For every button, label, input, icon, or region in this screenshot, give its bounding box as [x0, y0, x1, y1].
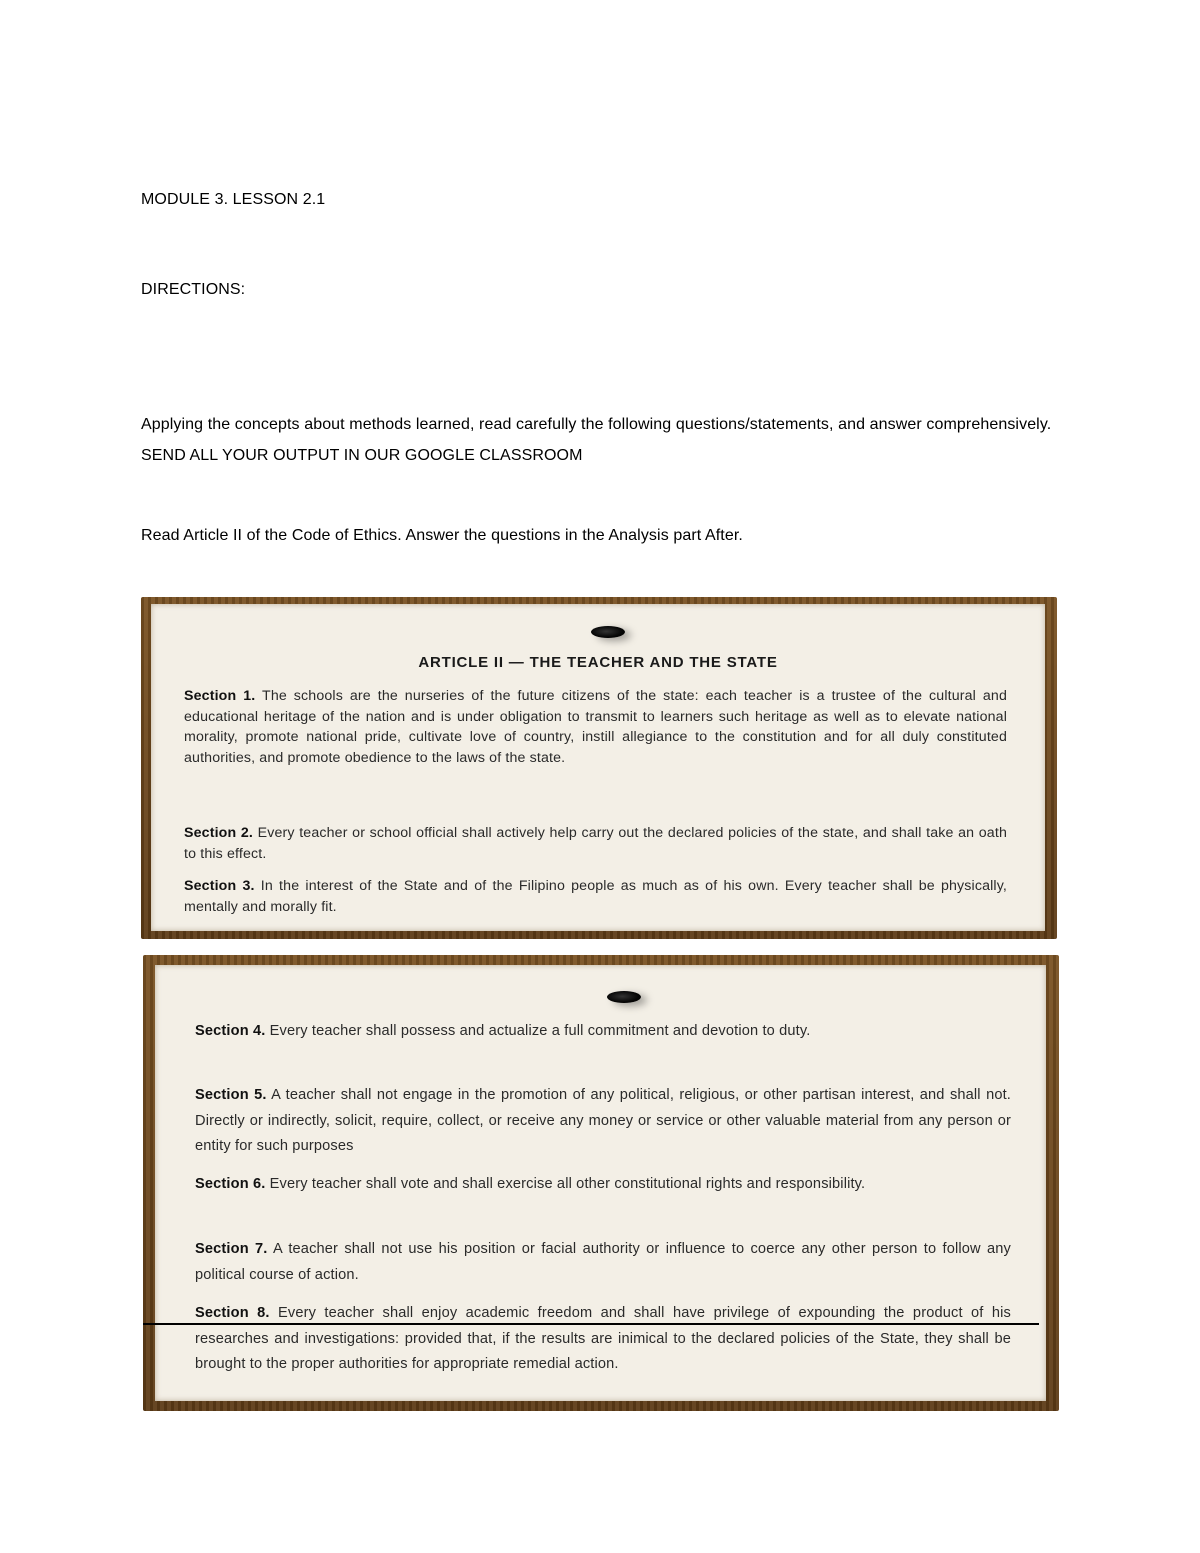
article-card-1	[141, 597, 1057, 939]
section-text: Every teacher shall vote and shall exercise all other constitutional rights and responsibility.	[269, 1176, 866, 1192]
section-5	[195, 1083, 1011, 1160]
read-article-instruction: Read Article II of the Code of Ethics. Answer the questions in the Analysis part After.	[141, 527, 743, 544]
section-7	[195, 1237, 1011, 1288]
pushpin-icon	[607, 991, 641, 1003]
section-text: A teacher shall not use his position or facial authority or influence to coerce any other person to follow any political course of action.	[195, 1241, 1011, 1283]
section-1	[184, 686, 1007, 768]
section-2	[184, 823, 1007, 864]
section-label: Section 5.	[195, 1087, 267, 1103]
section-text: Every teacher or school official shall actively help carry out the declared policies of the state, and shall take an oath to this effect.	[184, 825, 1007, 862]
section-4	[195, 1019, 1011, 1045]
section-label: Section 2.	[184, 825, 254, 841]
section-label: Section 6.	[195, 1176, 266, 1192]
article-heading: ARTICLE II — THE TEACHER AND THE STATE	[418, 654, 778, 671]
section-label: Section 4.	[195, 1023, 266, 1039]
section-8	[195, 1301, 1011, 1378]
module-title: MODULE 3. LESSON 2.1	[141, 191, 326, 208]
section-text: A teacher shall not engage in the promotion of any political, religious, or other partisan interest, and shall not. Directly or indirectly, solicit, require, collect, or receive any money or service or other valuable material from any person or entity for such purposes	[195, 1087, 1012, 1154]
section-6	[195, 1172, 1011, 1198]
section-label: Section 7.	[195, 1241, 268, 1257]
card-paper	[151, 604, 1045, 931]
section-text: In the interest of the State and of the Filipino people as much as of his own. Every teacher shall be physically, mentally and morally fit.	[184, 878, 1007, 915]
instruction-paragraph: Applying the concepts about methods learned, read carefully the following questions/statements, and answer comprehensively. SEND ALL YOUR OUTPUT IN OUR GOOGLE CLASSROOM	[141, 416, 1052, 464]
article-card-2	[143, 955, 1059, 1411]
directions-label: DIRECTIONS:	[141, 281, 246, 298]
horizontal-rule	[143, 1323, 1039, 1325]
section-text: Every teacher shall possess and actualize a full commitment and devotion to duty.	[269, 1023, 811, 1039]
card-paper	[155, 965, 1046, 1401]
section-label: Section 8.	[195, 1305, 270, 1321]
section-text: The schools are the nurseries of the future citizens of the state: each teacher is a trustee of the cultural and educational heritage of the nation and is under obligation to transmit to learners such heritage as well as to elevate national morality, promote national pride, cultivate love of country, instill allegiance to the constitution and for all duly constituted authorities, and promote obedience to the laws of the state.	[184, 688, 1007, 766]
section-label: Section 3.	[184, 878, 255, 894]
section-text: Every teacher shall enjoy academic freedom and shall have privilege of expounding the product of his researches and investigations: provided that, if the results are inimical to the declared policies of the State, they shall be brought to the proper authorities for appropriate remedial action.	[195, 1305, 1011, 1372]
pushpin-icon	[591, 626, 625, 638]
section-3	[184, 876, 1007, 917]
section-label: Section 1.	[184, 688, 256, 704]
